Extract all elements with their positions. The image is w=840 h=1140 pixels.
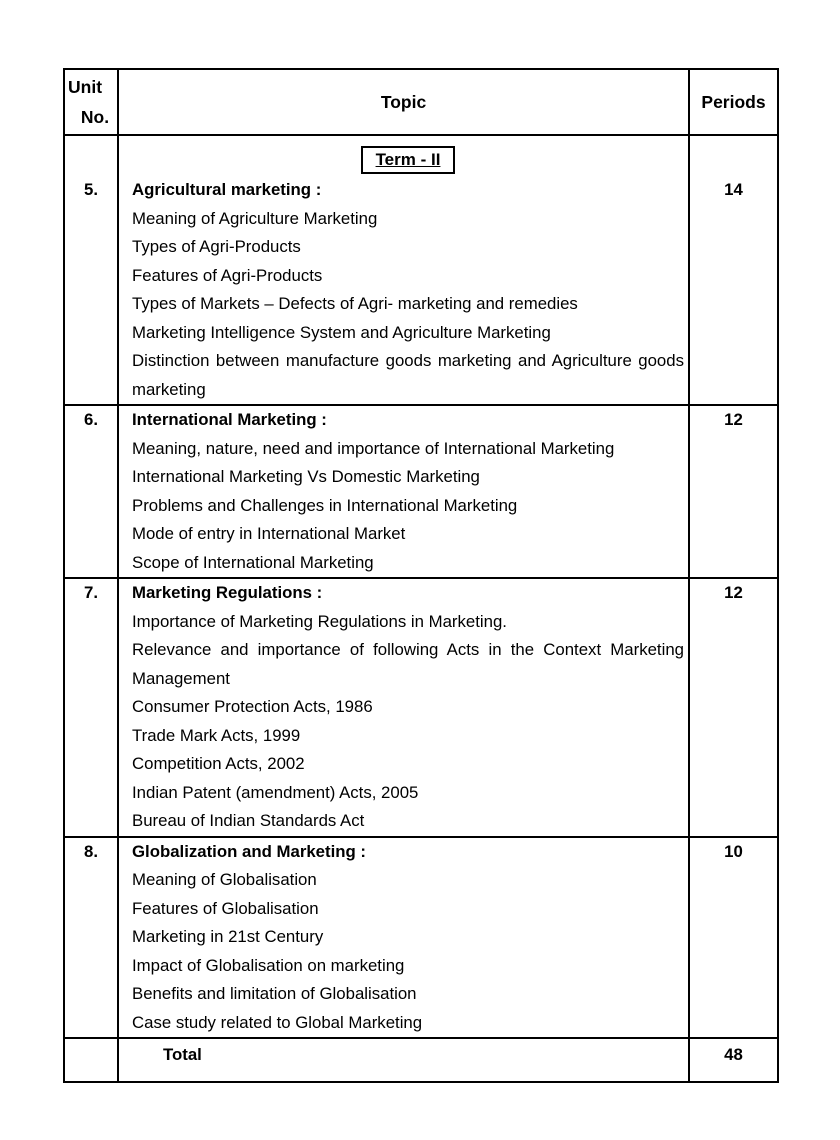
- unit-number: 5.: [64, 135, 118, 405]
- topic-item: Types of Markets – Defects of Agri- marketing and remedies: [132, 294, 578, 313]
- periods-value: 12: [689, 578, 778, 837]
- periods-value: 14: [689, 135, 778, 405]
- table-body: [64, 135, 778, 1038]
- topic-item: Competition Acts, 2002: [132, 754, 305, 773]
- periods-value: 12: [689, 405, 778, 578]
- topic-cell: [118, 837, 689, 1039]
- term-heading-box: [132, 146, 684, 174]
- topic-item: Features of Agri-Products: [132, 265, 323, 285]
- unit-title: Marketing Regulations :: [132, 583, 323, 602]
- unit-number: 8.: [64, 837, 118, 1039]
- topic-item: Problems and Challenges in International Marketing: [132, 495, 518, 515]
- topic-item: Marketing in 21st Century: [132, 927, 324, 946]
- term-heading: Term - II: [361, 146, 456, 174]
- topic-item: Benefits and limitation of Globalisation: [132, 984, 417, 1003]
- topic-item: Types of Agri-Products: [132, 237, 301, 256]
- topic-item: Distinction between manufacture goods marketing and Agriculture goods marketing: [132, 351, 684, 399]
- unit-title: Agricultural marketing :: [132, 180, 322, 199]
- unit-row-5: [64, 135, 778, 405]
- unit-row-6: [64, 405, 778, 578]
- unit-row-8: [64, 837, 778, 1039]
- topic-item: International Marketing Vs Domestic Marketing: [132, 467, 480, 486]
- header-unit-no: [64, 69, 118, 135]
- topic-item: Scope of International Marketing: [132, 552, 374, 572]
- unit-number: 7.: [64, 578, 118, 837]
- syllabus-table: [63, 68, 779, 1083]
- unit-number: 6.: [64, 405, 118, 578]
- topic-cell: [118, 135, 689, 405]
- unit-title: Globalization and Marketing :: [132, 841, 367, 861]
- topic-item: Impact of Globalisation on marketing: [132, 955, 405, 975]
- total-periods-value: 48: [689, 1038, 778, 1082]
- topic-item: Marketing Intelligence System and Agriculture Marketing: [132, 322, 551, 342]
- topic-item: Meaning of Agriculture Marketing: [132, 208, 378, 228]
- header-unit-line2: No.: [80, 107, 110, 127]
- topic-item: Indian Patent (amendment) Acts, 2005: [132, 782, 419, 802]
- total-label: Total: [118, 1038, 689, 1082]
- topic-item: Features of Globalisation: [132, 898, 319, 918]
- header-unit-line1: Unit: [68, 77, 103, 97]
- topic-item: Case study related to Global Marketing: [132, 1012, 423, 1032]
- topic-item: Mode of entry in International Market: [132, 524, 406, 543]
- topic-item: Trade Mark Acts, 1999: [132, 725, 301, 745]
- topic-item: Relevance and importance of following Acts in the Context Marketing Management: [132, 640, 684, 688]
- topic-item: Bureau of Indian Standards Act: [132, 811, 365, 830]
- topic-item: Importance of Marketing Regulations in Marketing.: [132, 611, 507, 631]
- header-periods: Periods: [689, 69, 778, 135]
- header-topic: Topic: [118, 69, 689, 135]
- topic-item: Consumer Protection Acts, 1986: [132, 697, 373, 716]
- total-empty-cell: [64, 1038, 118, 1082]
- table-header-row: [64, 69, 778, 135]
- periods-value: 10: [689, 837, 778, 1039]
- topic-item: Meaning, nature, need and importance of International Marketing: [132, 438, 615, 458]
- unit-row-7: [64, 578, 778, 837]
- topic-cell: [118, 578, 689, 837]
- unit-title: International Marketing :: [132, 410, 327, 429]
- topic-cell: [118, 405, 689, 578]
- topic-item: Meaning of Globalisation: [132, 870, 317, 889]
- total-row: [64, 1038, 778, 1082]
